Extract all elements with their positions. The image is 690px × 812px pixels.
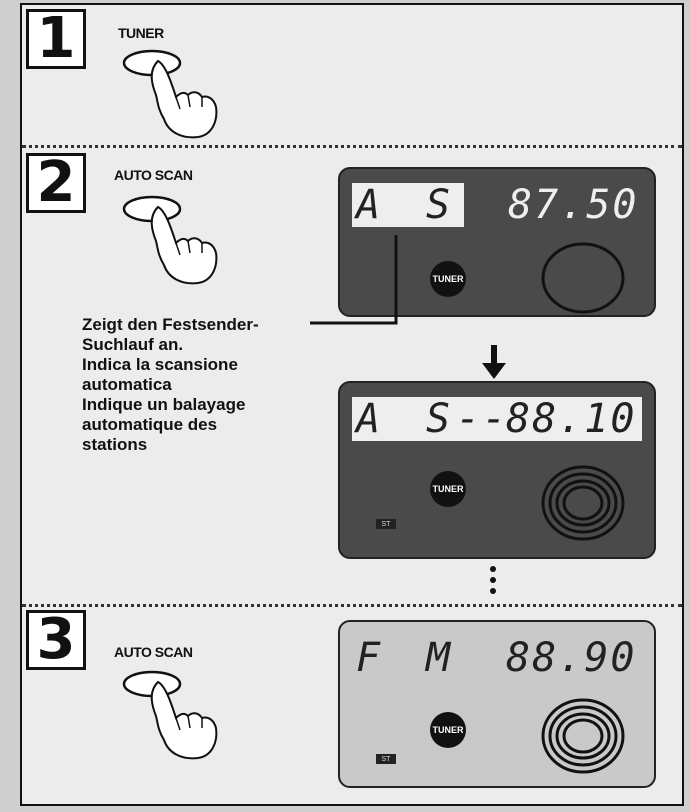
pressing-hand-icon	[118, 45, 228, 140]
step-3-number: 3	[26, 610, 86, 670]
auto-scan-button-label: AUTO SCAN	[114, 167, 193, 183]
pressing-hand-icon	[118, 191, 228, 286]
tuning-dial-icon	[538, 463, 628, 543]
display-char-f: F	[356, 635, 383, 681]
auto-scan-button-label: AUTO SCAN	[114, 644, 193, 660]
display-char-m: M	[426, 635, 453, 681]
instruction-panel	[20, 3, 684, 806]
display-frequency: 88.90	[506, 635, 637, 681]
step-1-section	[22, 5, 682, 143]
stereo-indicator: ST	[376, 519, 396, 529]
tuner-indicator-icon: TUNER	[430, 712, 466, 748]
display-char-s: S	[426, 182, 453, 228]
continuation-dots	[488, 565, 498, 595]
tuner-indicator-icon: TUNER	[430, 261, 466, 297]
tuning-dial-icon	[538, 241, 628, 315]
down-arrow-icon	[482, 345, 506, 381]
callout-line	[306, 195, 416, 325]
auto-scan-caption: Zeigt den Festsender- Suchlauf an. Indica la scansione automatica Indique un balayage automatique des stations	[82, 315, 259, 454]
display-frequency: 87.50	[508, 182, 639, 228]
lcd-display-scanning	[338, 381, 656, 559]
pressing-hand-icon	[118, 666, 228, 761]
display-char-a: A	[356, 396, 383, 442]
step-2-number: 2	[26, 153, 86, 213]
display-frequency: 88.10	[506, 396, 637, 442]
step-1-number: 1	[26, 9, 86, 69]
stereo-indicator: ST	[376, 754, 396, 764]
step-2-section	[22, 147, 682, 602]
lcd-display-tuned	[338, 620, 656, 788]
display-char-a: A	[356, 182, 383, 228]
step-3-section	[22, 606, 682, 804]
tuning-dial-icon	[538, 696, 628, 776]
tuner-button-label: TUNER	[118, 25, 164, 41]
tuner-indicator-icon: TUNER	[430, 471, 466, 507]
display-dashes: --	[456, 396, 509, 442]
display-char-s: S	[426, 396, 453, 442]
